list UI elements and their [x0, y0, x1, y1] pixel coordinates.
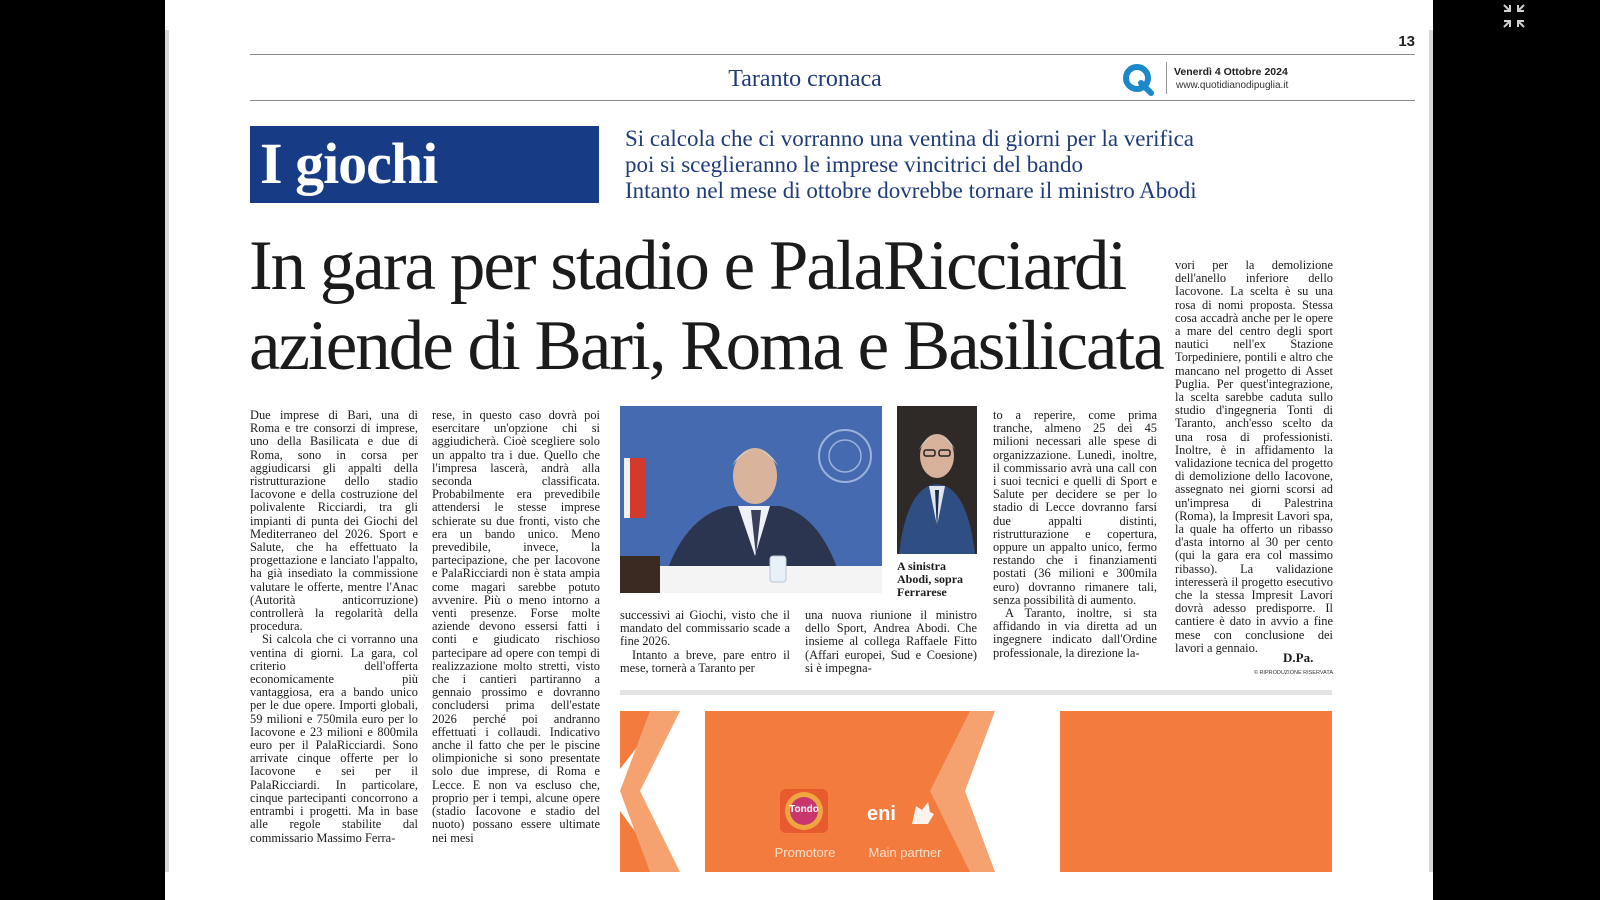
article-column-3 — [620, 609, 790, 675]
article-column-2 — [432, 409, 600, 845]
newspaper-logo — [1122, 62, 1156, 96]
newspaper-page — [165, 0, 1433, 900]
header-bottom-rule — [250, 100, 1415, 101]
paragraph: rese, in questo caso dovrà poi esercitare un'opzione chi si aggiudicherà. Cioè scegliere solo un appalto tra i due. Quello che l'impresa lascerà, andrà alla seconda classificata. Probabilmente era prevedibile attendersi le stesse imprese schierate su due fronti, visto che era un bando unico. Meno prevedibile, invece, la partecipazione, che per Iacovone e PalaRicciardi non è stata ampia come magari sarebbe potuto avvenire. Più o meno intorno a venti presenze. Forse molte aziende devono essersi fatti i conti e giudicato rischioso partecipare ad opere con tempi di realizzazione molto stretti, visto che i cantieri partiranno a gennaio prossimo e dovranno concludersi prima dell'estate 2026 perché poi andranno effettuati i collaudi. Indicativo anche il fatto che per le piscine olimpioniche si sono presentate solo due imprese, di Roma e Lecce. E non va escluso che, proprio per i tempi, alcune opere (stadio Iacovone e stadio del nuoto) possano essere ultimate nei mesi — [432, 408, 600, 845]
kicker-line: Si calcola che ci vorranno una ventina di giorni per la verifica — [625, 126, 1195, 151]
paragraph: Intanto a breve, pare entro il mese, tornerà a Taranto per — [620, 647, 790, 675]
paragraph: to a reperire, come prima tranche, almeno 25 dei 45 milioni necessari alle spese di organizzazione. Lunedì, inoltre, il commissario avrà una call con i suoi tecnici e quelli di Sport e Salute per decidere se per lo stadio di Lecce dovranno farsi due appalti distinti, ristrutturazione e copertura, oppure un appalto unico, fermo restando che i finanziamenti postati (36 milioni e 300mila euro) dovranno rimanere tali, senza possibilità di aumento. — [993, 408, 1157, 607]
article-column-1 — [250, 409, 418, 845]
website-url: www.quotidianodipuglia.it — [1176, 80, 1289, 91]
kicker — [625, 126, 1265, 204]
topic-tag-label: I giochi — [260, 131, 438, 196]
banner-graphic — [620, 711, 1332, 872]
paragraph: successivi ai Giochi, visto che il mandato del commissario scade a fine 2026. — [620, 608, 790, 649]
exit-fullscreen-icon[interactable] — [1500, 2, 1528, 30]
paragraph: vori per la demolizione dell'anello inferiore dello Iacovone. La scelta è su una rosa di nomi proposta. Stessa cosa accadrà anche per le opere a mare del centro degli sport nautici nell'ex Stazione Torpediniere, pontili e altro che mancano nel progetto di Asset Puglia. Per quest'integrazione, la scelta sarebbe caduta sullo studio d'ingegneria Tonti di Taranto, anch'esso scelto da una rosa di professionisti. Inoltre, è in affidamento la validazione tecnica del progetto di demolizione dello Iacovone, assegnato nei giorni scorsi ad un'impresa di Palestrina (Roma), la Impresit Lavori spa, la quale ha offerto un ribasso d'asta intorno al 30 per cento (qui la gara era col massimo ribasso). La validazione interesserà il progetto esecutivo che la stessa Impresit Lavori dovrà adesso predisporre. Il cantiere è dato in avvio a fine mese con conclusione dei lavori a gennaio. — [1175, 258, 1333, 655]
promoter-label: Promotore — [774, 845, 836, 860]
headline-line: In gara per stadio e PalaRicciardi — [249, 227, 1126, 305]
topic-tag — [250, 126, 599, 203]
divider-bar — [620, 690, 1332, 695]
article-column-6 — [1175, 259, 1333, 655]
article-column-5 — [993, 409, 1157, 660]
header-top-rule — [250, 54, 1415, 55]
headline-line: aziende di Bari, Roma e Basilicata — [249, 307, 1163, 385]
kicker-line: poi si sceglieranno le imprese vincitrici del bando — [625, 152, 1083, 177]
photo-ferrarese — [897, 406, 977, 554]
tondo-logo-text: Tondo — [789, 804, 819, 815]
author-signature: D.Pa. — [1283, 650, 1314, 665]
paragraph: una nuova riunione il ministro dello Sport, Andrea Abodi. Che insieme al collega Raffaele Fitto (Affari europei, Sud e Coesione) si è impegna- — [805, 608, 977, 675]
issue-date: Venerdì 4 Ottobre 2024 — [1174, 66, 1288, 78]
paragraph: A Taranto, inoltre, si sta affidando in via diretta ad un ingegnere indicato dall'Ordine professionale, la direzione la- — [993, 606, 1157, 660]
sponsor-banner[interactable] — [620, 711, 1332, 872]
section-title: Taranto cronaca — [728, 66, 882, 92]
article-column-4 — [805, 609, 977, 675]
kicker-line: Intanto nel mese di ottobre dovrebbe tornare il ministro Abodi — [625, 178, 1197, 203]
photo-abodi — [620, 406, 882, 593]
paragraph: Due imprese di Bari, una di Roma e tre consorzi di imprese, uno della Basilicata e due di Roma, sono in corsa per aggiudicarsi gli appalti della ristrutturazione dello stadio Iacovone e della costruzione del polivalente Ricciardi, tra gli impianti di punta dei Giochi del Mediterraneo del 2026. Sport e Salute, che ha effettuato la progettazione e lanciato l'appalto, ha già insediato la commissione valutare le offerte, mentre l'Anac (Autorità anticorruzione) controllerà la regolarità della procedura. — [250, 408, 418, 634]
headline — [249, 226, 1163, 386]
main-partner-label: Main partner — [868, 845, 942, 860]
page-number: 13 — [1398, 33, 1415, 50]
eni-logo-text: eni — [867, 803, 896, 825]
rights-notice: © RIPRODUZIONE RISERVATA — [1253, 670, 1333, 676]
paragraph: Si calcola che ci vorranno una ventina di giorni. La gara, col criterio dell'offerta economicamente più vantaggiosa, era a bando unico per le due opere. Importi globali, 59 milioni e 750mila euro per lo Iacovone e 23 milioni e 800mila euro per il PalaRicciardi. Sono arrivate cinque offerte per lo Iacovone e sei per il PalaRicciardi. In particolare, cinque partecipanti concorrono a entrambi i progetti. Ma in base alle regole stabilite dal commissario Massimo Ferra- — [250, 632, 418, 845]
photo-caption: A sinistra Abodi, sopra Ferrarese — [897, 559, 964, 599]
